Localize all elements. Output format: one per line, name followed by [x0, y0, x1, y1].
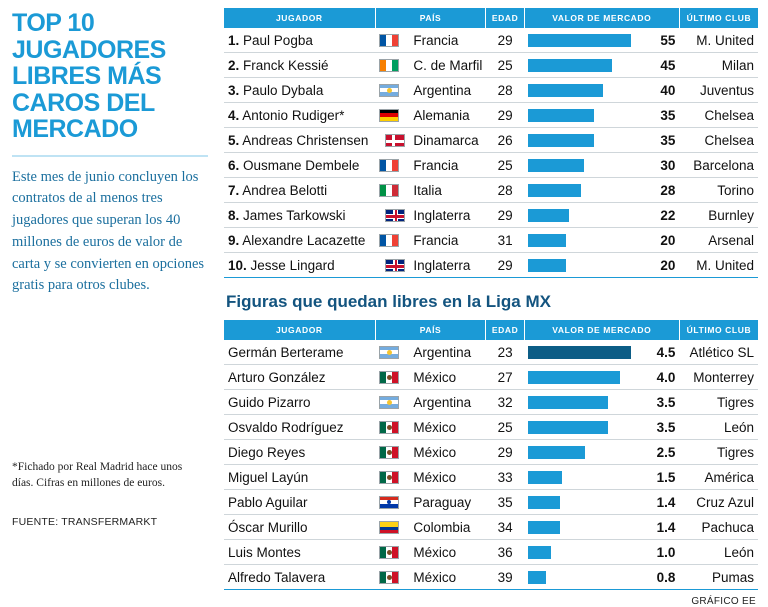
cell-club: América	[679, 465, 758, 490]
cell-bar	[524, 103, 635, 128]
col-header-player: JUGADOR	[224, 8, 375, 28]
flag-icon-mexico	[379, 421, 399, 434]
rank-label: 8.	[228, 207, 240, 223]
cell-value: 2.5	[635, 440, 679, 465]
value-bar	[528, 259, 565, 272]
cell-flag	[375, 28, 409, 53]
rank-label: 5.	[228, 132, 240, 148]
cell-player	[224, 490, 375, 515]
flag-icon-france	[379, 159, 399, 172]
cell-bar	[524, 228, 635, 253]
right-column	[224, 8, 758, 607]
cell-age: 29	[486, 28, 524, 53]
value-bar	[528, 184, 580, 197]
cell-flag	[375, 103, 409, 128]
bar-track	[528, 571, 631, 584]
table-row	[224, 153, 758, 178]
cell-country: Paraguay	[409, 490, 486, 515]
cell-club: Torino	[679, 178, 758, 203]
player-name: Andrea Belotti	[242, 182, 328, 198]
cell-bar	[524, 390, 635, 415]
cell-player	[224, 465, 375, 490]
rank-label: 2.	[228, 57, 240, 73]
bar-track	[528, 209, 631, 222]
cell-value: 55	[635, 28, 679, 53]
cell-club: Pachuca	[679, 515, 758, 540]
bar-track	[528, 259, 631, 272]
value-bar	[528, 234, 565, 247]
cell-age: 29	[486, 253, 524, 278]
headline-line-4: CAROS DEL	[12, 88, 155, 117]
cell-age: 35	[486, 490, 524, 515]
flag-icon-france	[379, 234, 399, 247]
cell-bar	[524, 153, 635, 178]
bar-track	[528, 84, 631, 97]
cell-player	[224, 153, 375, 178]
player-name: Germán Berterame	[228, 344, 344, 360]
cell-flag	[375, 203, 409, 228]
col-header-club: ÚLTIMO CLUB	[679, 8, 758, 28]
cell-player	[224, 128, 375, 153]
player-name: Luis Montes	[228, 544, 301, 560]
cell-club: Cruz Azul	[679, 490, 758, 515]
cell-flag	[375, 490, 409, 515]
flag-icon-cote-divoire	[379, 59, 399, 72]
cell-flag	[375, 540, 409, 565]
flag-icon-mexico	[379, 546, 399, 559]
cell-age: 29	[486, 103, 524, 128]
cell-player	[224, 78, 375, 103]
cell-club: León	[679, 540, 758, 565]
bar-track	[528, 34, 631, 47]
table-row	[224, 228, 758, 253]
cell-club: Arsenal	[679, 228, 758, 253]
cell-bar	[524, 253, 635, 278]
bar-track	[528, 234, 631, 247]
cell-club: León	[679, 415, 758, 440]
cell-country: Argentina	[409, 390, 486, 415]
value-bar	[528, 571, 546, 584]
table-top10	[224, 8, 758, 278]
cell-value: 1.4	[635, 490, 679, 515]
player-name: Diego Reyes	[228, 444, 306, 460]
col-header-club: ÚLTIMO CLUB	[679, 320, 758, 340]
player-name: Arturo González	[228, 369, 326, 385]
cell-flag	[375, 565, 409, 590]
value-bar	[528, 446, 585, 459]
cell-age: 27	[486, 365, 524, 390]
cell-flag	[375, 178, 409, 203]
cell-value: 35	[635, 128, 679, 153]
bar-track	[528, 496, 631, 509]
cell-flag	[375, 78, 409, 103]
col-header-value: VALOR DE MERCADO	[524, 8, 679, 28]
cell-country: C. de Marfil	[409, 53, 486, 78]
left-column	[10, 8, 210, 536]
flag-icon-england	[385, 209, 405, 222]
headline-line-2: JUGADORES	[12, 35, 166, 64]
col-header-country: PAÍS	[375, 320, 486, 340]
cell-age: 36	[486, 540, 524, 565]
value-bar	[528, 346, 631, 359]
table-row	[224, 78, 758, 103]
value-bar	[528, 471, 562, 484]
cell-age: 26	[486, 128, 524, 153]
headline-line-3: LIBRES MÁS	[12, 62, 162, 90]
cell-country: México	[409, 415, 486, 440]
col-header-player: JUGADOR	[224, 320, 375, 340]
cell-club: Chelsea	[679, 128, 758, 153]
cell-player	[224, 228, 375, 253]
cell-country: Dinamarca	[409, 128, 486, 153]
cell-country: México	[409, 540, 486, 565]
cell-flag	[375, 228, 409, 253]
player-name: Pablo Aguilar	[228, 494, 308, 510]
cell-bar	[524, 78, 635, 103]
headline-line-1: TOP 10	[12, 9, 95, 37]
table-row	[224, 540, 758, 565]
cell-player	[224, 390, 375, 415]
table-row	[224, 253, 758, 278]
cell-player	[224, 178, 375, 203]
cell-flag	[375, 465, 409, 490]
cell-bar	[524, 565, 635, 590]
bar-track	[528, 134, 631, 147]
bar-track	[528, 396, 631, 409]
cell-player	[224, 440, 375, 465]
cell-bar	[524, 540, 635, 565]
cell-value: 20	[635, 253, 679, 278]
cell-bar	[524, 178, 635, 203]
cell-value: 28	[635, 178, 679, 203]
table-row	[224, 490, 758, 515]
cell-country: México	[409, 565, 486, 590]
divider	[12, 155, 208, 157]
cell-flag	[375, 390, 409, 415]
col-header-age: EDAD	[486, 8, 524, 28]
cell-flag	[375, 340, 409, 365]
cell-value: 3.5	[635, 415, 679, 440]
cell-age: 25	[486, 415, 524, 440]
cell-age: 25	[486, 53, 524, 78]
cell-club: M. United	[679, 28, 758, 53]
table-row	[224, 28, 758, 53]
table-row	[224, 565, 758, 590]
flag-icon-mexico	[379, 471, 399, 484]
cell-value: 1.5	[635, 465, 679, 490]
rank-label: 9.	[228, 232, 240, 248]
cell-player	[224, 540, 375, 565]
page-title	[12, 10, 210, 143]
bar-track	[528, 546, 631, 559]
cell-bar	[524, 28, 635, 53]
table-header-row	[224, 8, 758, 28]
player-name: Alfredo Talavera	[228, 569, 326, 585]
table-row	[224, 415, 758, 440]
cell-club: Burnley	[679, 203, 758, 228]
cell-value: 4.5	[635, 340, 679, 365]
player-name: Óscar Murillo	[228, 519, 308, 535]
rank-label: 6.	[228, 157, 240, 173]
cell-player	[224, 28, 375, 53]
rank-label: 4.	[228, 107, 240, 123]
footnote: *Fichado por Real Madrid hace unos días. Cifras en millones de euros.	[12, 460, 183, 490]
table-header-row	[224, 320, 758, 340]
bar-track	[528, 446, 631, 459]
col-header-value: VALOR DE MERCADO	[524, 320, 679, 340]
cell-value: 20	[635, 228, 679, 253]
player-name: Alexandre Lacazette	[242, 232, 366, 248]
cell-player	[224, 253, 375, 278]
cell-club: Chelsea	[679, 103, 758, 128]
cell-country: Francia	[409, 28, 486, 53]
table-row	[224, 53, 758, 78]
cell-bar	[524, 203, 635, 228]
cell-age: 29	[486, 440, 524, 465]
cell-club: M. United	[679, 253, 758, 278]
cell-country: México	[409, 465, 486, 490]
cell-country: Francia	[409, 153, 486, 178]
cell-club: Milan	[679, 53, 758, 78]
cell-bar	[524, 340, 635, 365]
cell-value: 45	[635, 53, 679, 78]
cell-flag	[375, 128, 409, 153]
table-row	[224, 465, 758, 490]
cell-bar	[524, 53, 635, 78]
cell-flag	[375, 253, 409, 278]
cell-age: 34	[486, 515, 524, 540]
cell-bar	[524, 515, 635, 540]
cell-player	[224, 365, 375, 390]
value-bar	[528, 134, 593, 147]
table-row	[224, 128, 758, 153]
player-name: Guido Pizarro	[228, 394, 311, 410]
cell-club: Barcelona	[679, 153, 758, 178]
headline-line-5: MERCADO	[12, 115, 138, 143]
cell-value: 30	[635, 153, 679, 178]
value-bar	[528, 84, 603, 97]
player-name: Jesse Lingard	[250, 257, 335, 273]
player-name: Antonio Rudiger*	[242, 107, 345, 123]
rank-label: 7.	[228, 182, 240, 198]
table-row	[224, 515, 758, 540]
cell-age: 32	[486, 390, 524, 415]
cell-bar	[524, 465, 635, 490]
cell-country: Argentina	[409, 78, 486, 103]
cell-country: Italia	[409, 178, 486, 203]
bar-track	[528, 184, 631, 197]
source-credit: FUENTE: TRANSFERMARKT	[12, 516, 158, 528]
player-name: Osvaldo Rodríguez	[228, 419, 344, 435]
value-bar	[528, 109, 593, 122]
cell-country: Colombia	[409, 515, 486, 540]
bar-track	[528, 346, 631, 359]
value-bar	[528, 546, 551, 559]
flag-icon-paraguay	[379, 496, 399, 509]
cell-flag	[375, 153, 409, 178]
cell-value: 22	[635, 203, 679, 228]
cell-country: Francia	[409, 228, 486, 253]
player-name: Miguel Layún	[228, 469, 309, 485]
player-name: James Tarkowski	[243, 207, 346, 223]
table-row	[224, 340, 758, 365]
flag-icon-argentina	[379, 396, 399, 409]
cell-club: Tigres	[679, 390, 758, 415]
value-bar	[528, 521, 560, 534]
bar-track	[528, 159, 631, 172]
section-subtitle: Figuras que quedan libres en la Liga MX	[226, 292, 551, 311]
flag-icon-argentina	[379, 346, 399, 359]
value-bar	[528, 371, 619, 384]
rank-label: 10.	[228, 257, 247, 273]
cell-bar	[524, 365, 635, 390]
cell-flag	[375, 53, 409, 78]
cell-bar	[524, 415, 635, 440]
bar-track	[528, 109, 631, 122]
col-header-country: PAÍS	[375, 8, 486, 28]
cell-country: México	[409, 365, 486, 390]
bar-track	[528, 59, 631, 72]
cell-player	[224, 103, 375, 128]
cell-age: 23	[486, 340, 524, 365]
cell-country: Inglaterra	[409, 253, 486, 278]
cell-flag	[375, 440, 409, 465]
cell-bar	[524, 490, 635, 515]
cell-value: 35	[635, 103, 679, 128]
cell-value: 3.5	[635, 390, 679, 415]
cell-club: Juventus	[679, 78, 758, 103]
cell-value: 40	[635, 78, 679, 103]
value-bar	[528, 34, 631, 47]
player-name: Ousmane Dembele	[243, 157, 360, 173]
col-header-age: EDAD	[486, 320, 524, 340]
rank-label: 3.	[228, 82, 240, 98]
flag-icon-colombia	[379, 521, 399, 534]
cell-bar	[524, 440, 635, 465]
table-ligamx	[224, 320, 758, 590]
table-row	[224, 178, 758, 203]
table-row	[224, 390, 758, 415]
table-row	[224, 365, 758, 390]
cell-value: 0.8	[635, 565, 679, 590]
bar-track	[528, 521, 631, 534]
player-name: Andreas Christensen	[242, 132, 369, 148]
value-bar	[528, 396, 608, 409]
cell-player	[224, 340, 375, 365]
rank-label: 1.	[228, 32, 240, 48]
cell-club: Atlético SL	[679, 340, 758, 365]
cell-age: 28	[486, 78, 524, 103]
cell-age: 31	[486, 228, 524, 253]
bar-track	[528, 371, 631, 384]
cell-flag	[375, 415, 409, 440]
cell-value: 4.0	[635, 365, 679, 390]
flag-icon-mexico	[379, 371, 399, 384]
cell-bar	[524, 128, 635, 153]
flag-icon-denmark	[385, 134, 405, 147]
graphic-credit: GRÁFICO EE	[691, 596, 756, 607]
cell-value: 1.0	[635, 540, 679, 565]
cell-player	[224, 53, 375, 78]
player-name: Franck Kessié	[243, 57, 329, 73]
value-bar	[528, 159, 584, 172]
cell-country: Inglaterra	[409, 203, 486, 228]
flag-icon-france	[379, 34, 399, 47]
cell-country: México	[409, 440, 486, 465]
cell-club: Monterrey	[679, 365, 758, 390]
flag-icon-germany	[379, 109, 399, 122]
bar-track	[528, 421, 631, 434]
cell-player	[224, 415, 375, 440]
flag-icon-italy	[379, 184, 399, 197]
cell-club: Tigres	[679, 440, 758, 465]
flag-icon-argentina	[379, 84, 399, 97]
cell-club: Pumas	[679, 565, 758, 590]
table-row	[224, 103, 758, 128]
cell-flag	[375, 365, 409, 390]
flag-icon-mexico	[379, 571, 399, 584]
cell-age: 33	[486, 465, 524, 490]
value-bar	[528, 496, 560, 509]
bar-track	[528, 471, 631, 484]
value-bar	[528, 209, 569, 222]
cell-player	[224, 515, 375, 540]
value-bar	[528, 421, 608, 434]
cell-player	[224, 203, 375, 228]
cell-age: 25	[486, 153, 524, 178]
player-name: Paulo Dybala	[243, 82, 324, 98]
flag-icon-mexico	[379, 446, 399, 459]
flag-icon-england	[385, 259, 405, 272]
cell-age: 29	[486, 203, 524, 228]
cell-player	[224, 565, 375, 590]
table-row	[224, 440, 758, 465]
cell-country: Argentina	[409, 340, 486, 365]
value-bar	[528, 59, 612, 72]
table-row	[224, 203, 758, 228]
cell-flag	[375, 515, 409, 540]
cell-age: 28	[486, 178, 524, 203]
lede-paragraph: Este mes de junio concluyen los contratos de al menos tres jugadores que superan los 40 millones de euros de valor de carta y se convierten en opciones gratis para otros clubes.	[12, 168, 205, 294]
player-name: Paul Pogba	[243, 32, 313, 48]
cell-age: 39	[486, 565, 524, 590]
cell-value: 1.4	[635, 515, 679, 540]
cell-country: Alemania	[409, 103, 486, 128]
